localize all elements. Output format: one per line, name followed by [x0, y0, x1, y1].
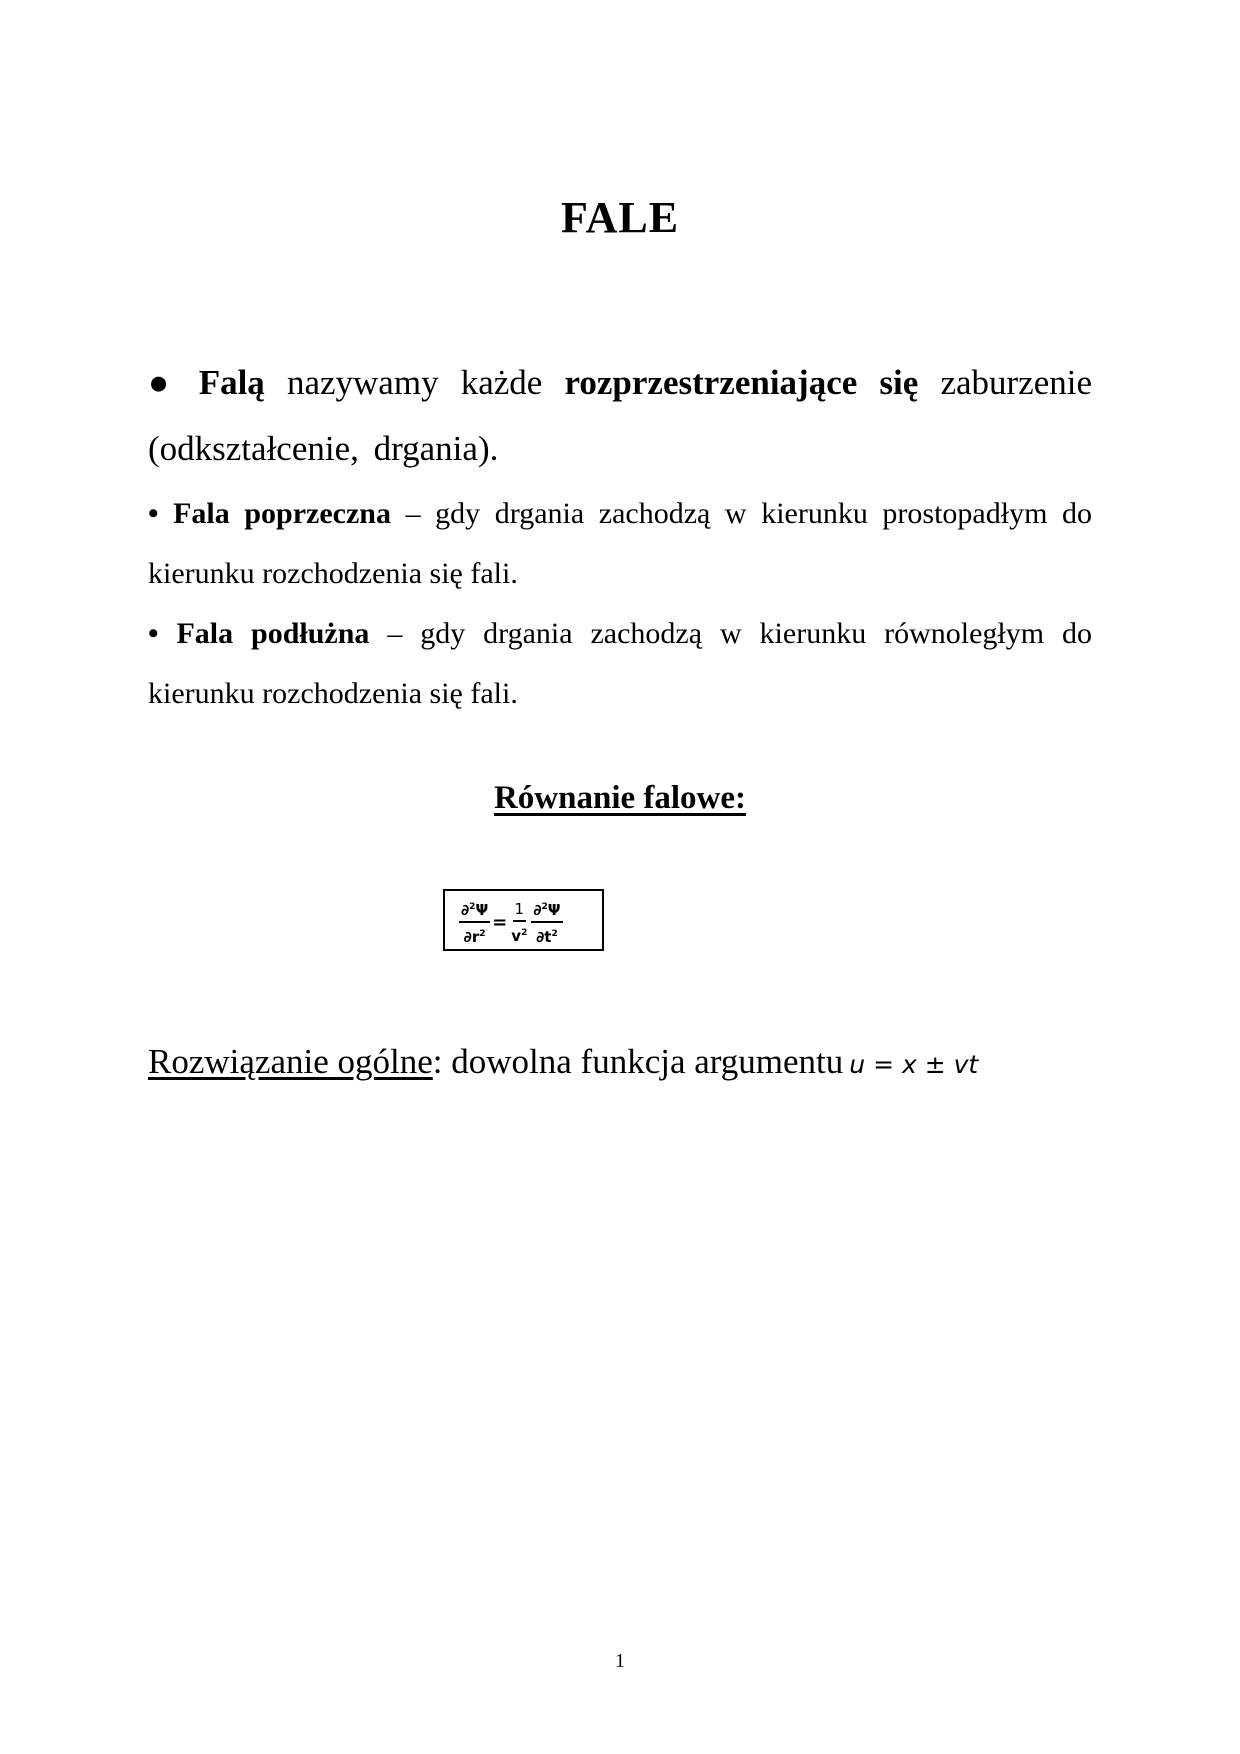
exponent: 2 [521, 927, 528, 938]
velocity-symbol: v [511, 926, 522, 945]
general-solution-line [148, 1042, 978, 1082]
numerator: 1 [513, 899, 527, 922]
bullet-icon: • [148, 617, 159, 650]
partial-symbol: ∂ [533, 901, 542, 919]
colon: : [432, 1042, 443, 1081]
wave-equation-box [443, 889, 604, 951]
psi-symbol: Ψ [547, 901, 561, 919]
paragraph-wave-definition [148, 350, 1092, 482]
coefficient-fraction [509, 899, 529, 947]
rhs-fraction [531, 897, 562, 948]
denominator: ∂t [536, 928, 552, 946]
solution-label: Rozwiązanie ogólne [148, 1042, 433, 1081]
bullet-icon: • [148, 497, 159, 530]
exponent: 2 [541, 902, 548, 912]
equals-sign: = [492, 912, 508, 933]
section-heading-wave-equation: Równanie falowe: [493, 780, 747, 816]
exponent: 2 [479, 929, 486, 939]
exponent: 2 [469, 902, 476, 912]
bullet-icon: ● [148, 363, 177, 402]
lhs-fraction [459, 897, 490, 948]
text: zaburzenie (odkształcenie, drgania). [148, 363, 1092, 468]
term-longitudinal: Fala podłużna [176, 617, 370, 650]
paragraph-longitudinal-wave [148, 604, 1092, 724]
paragraph-transverse-wave [148, 484, 1092, 604]
document-title: FALE [560, 193, 680, 242]
text: – gdy drgania zachodzą w kierunku równoległym do kierunku rozchodzenia się fali. [148, 617, 1092, 710]
psi-symbol: Ψ [475, 901, 489, 919]
wave-equation [459, 897, 563, 948]
term-transverse: Fala poprzeczna [173, 497, 391, 530]
partial-symbol: ∂ [461, 901, 470, 919]
solution-text: dowolna funkcja argumentu [442, 1042, 844, 1081]
exponent: 2 [551, 929, 558, 939]
text: – gdy drgania zachodzą w kierunku prostopadłym do kierunku rozchodzenia się fali. [148, 497, 1092, 590]
text: nazywamy każde [264, 363, 565, 402]
term-fala: Falą [198, 363, 265, 402]
page-number: 1 [615, 1650, 625, 1672]
term-propagating: rozprzestrzeniające się [564, 363, 919, 402]
denominator: ∂r [463, 928, 480, 946]
solution-formula: u = x ± vt [849, 1050, 979, 1079]
